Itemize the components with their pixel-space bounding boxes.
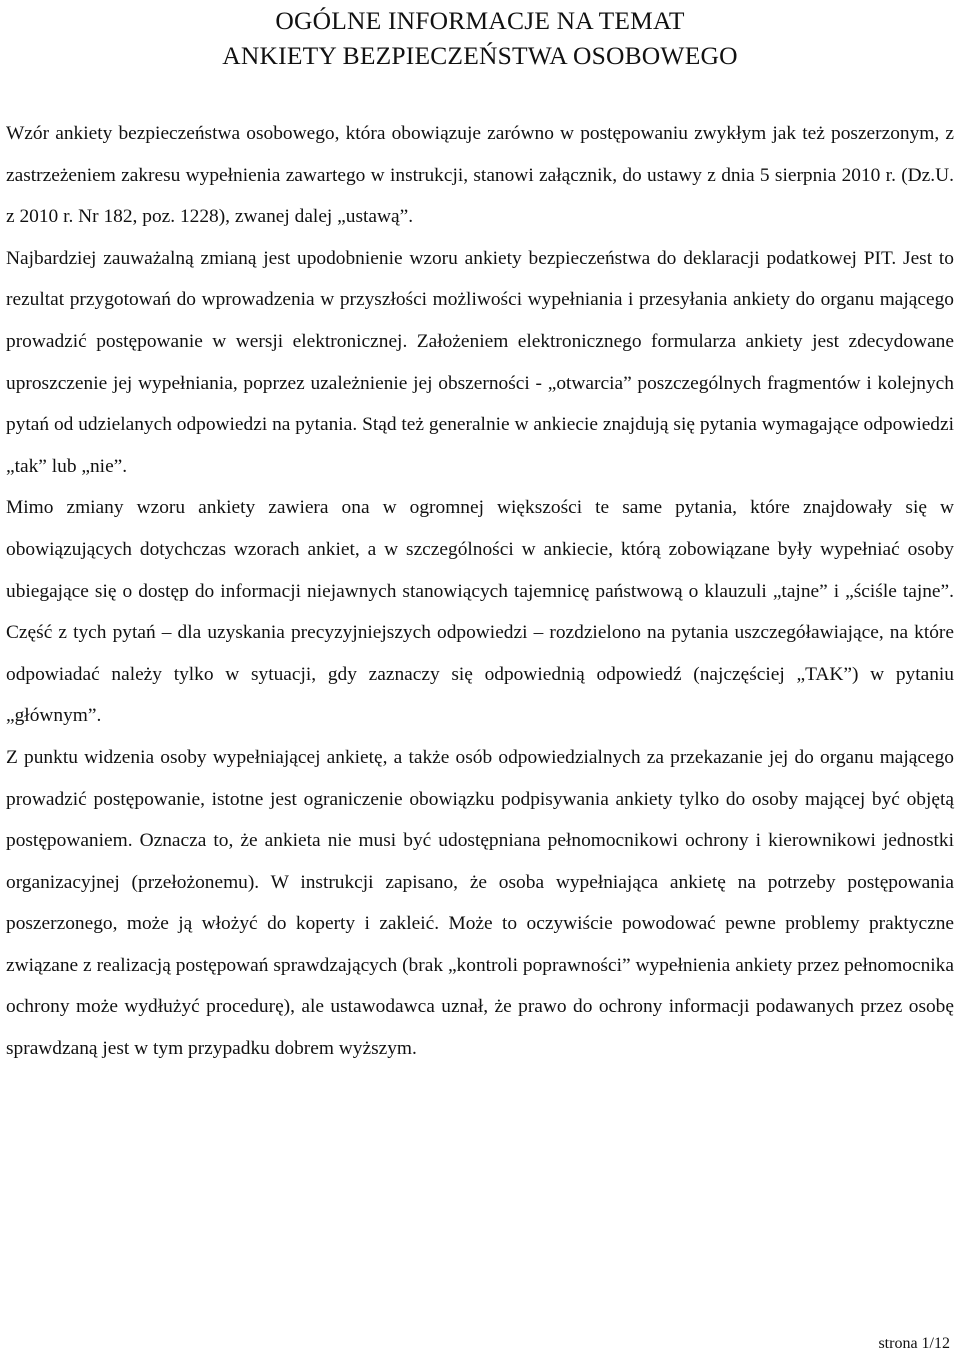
page-title [6, 3, 954, 73]
page-number: strona 1/12 [878, 1335, 950, 1352]
document-body [6, 113, 954, 1070]
title-line-1: OGÓLNE INFORMACJE NA TEMAT [275, 6, 685, 35]
paragraph-4: Z punktu widzenia osoby wypełniającej ankietę, a także osób odpowiedzialnych za przekazanie jej do organu mającego prowadzić postępowanie, istotne jest ograniczenie obowiązku podpisywania ankiety tylko do osoby mającej być objętą postępowaniem. Oznacza to, że ankieta nie musi być udostępniana pełnomocnikowi ochrony i kierownikowi jednostki organizacyjnej (przełożonemu). W instrukcji zapisano, że osoba wypełniająca ankietę na potrzeby postępowania poszerzonego, może ją włożyć do koperty i zakleić. Może to oczywiście powodować pewne problemy praktyczne związane z realizacją postępowań sprawdzających (brak „kontroli poprawności” wypełnienia ankiety przez pełnomocnika ochrony może wydłużyć procedurę), ale ustawodawca uznał, że prawo do ochrony informacji podawanych przez osobę sprawdzaną jest w tym przypadku dobrem wyższym. [6, 746, 954, 1060]
paragraph-2: Najbardziej zauważalną zmianą jest upodobnienie wzoru ankiety bezpieczeństwa do deklaracji podatkowej PIT. Jest to rezultat przygotowań do wprowadzenia w przyszłości możliwości wypełniania i przesyłania ankiety do organu mającego prowadzić postępowanie w wersji elektronicznej. Założeniem elektronicznego formularza ankiety jest zdecydowane uproszczenie jej wypełniania, poprzez uzależnienie jej obszerności - „otwarcia” poszczególnych fragmentów i kolejnych pytań od udzielanych odpowiedzi na pytania. Stąd też generalnie w ankiecie znajdują się pytania wymagające odpowiedzi „tak” lub „nie”. [6, 247, 954, 477]
title-line-2: ANKIETY BEZPIECZEŃSTWA OSOBOWEGO [222, 41, 738, 70]
paragraph-1: Wzór ankiety bezpieczeństwa osobowego, która obowiązuje zarówno w postępowaniu zwykłym jak też poszerzonym, z zastrzeżeniem zakresu wypełnienia zawartego w instrukcji, stanowi załącznik, do ustawy z dnia 5 sierpnia 2010 r. (Dz.U. z 2010 r. Nr 182, poz. 1228), zwanej dalej „ustawą”. [6, 123, 954, 228]
paragraph-3: Mimo zmiany wzoru ankiety zawiera ona w ogromnej większości te same pytania, które znajdowały się w obowiązujących dotychczas wzorach ankiet, a w szczególności w ankiecie, którą zobowiązane były wypełniać osoby ubiegające się o dostęp do informacji niejawnych stanowiących tajemnicę państwową o klauzuli „tajne” i „ściśle tajne”. Część z tych pytań – dla uzyskania precyzyjniejszych odpowiedzi – rozdzielono na pytania uszczegóławiające, na które odpowiadać należy tylko w sytuacji, gdy zaznaczy się odpowiednią odpowiedź (najczęściej „TAK”) w pytaniu „głównym”. [6, 497, 954, 727]
